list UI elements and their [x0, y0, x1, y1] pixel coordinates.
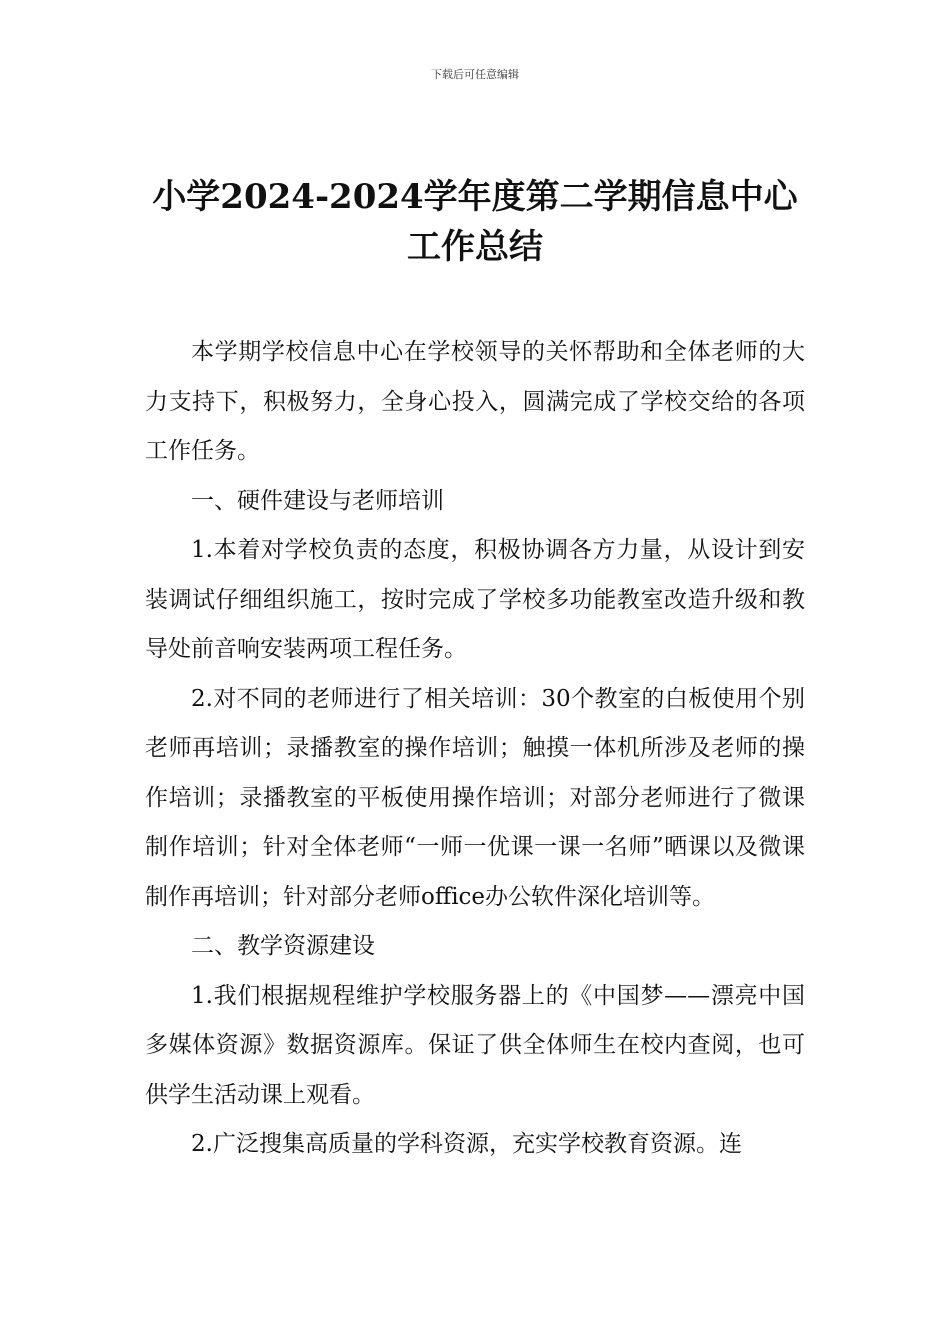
section-heading-resources: 二、教学资源建设	[191, 933, 375, 959]
page-header: 下载后可任意编辑	[431, 68, 519, 81]
paragraph-hardware-2: 2.对不同的老师进行了相关培训：30个教室的白板使用个别老师再培训；录播教室的操作培训；触摸一体机所涉及老师的操作培训；录播教室的平板使用操作培训；对部分老师进行了微课制作培训；针对全体老师“一师一优课一课一名师”晒课以及微课制作再培训；针对部分老师office办公软件深化培训等。	[145, 685, 805, 910]
document-body	[145, 328, 805, 1170]
paragraph-resources-2: 2.广泛搜集高质量的学科资源，充实学校教育资源。连	[191, 1131, 742, 1157]
paragraph-hardware-1: 1.本着对学校负责的态度，积极协调各方力量，从设计到安装调试仔细组织施工，按时完成了学校多功能教室改造升级和教导处前音响安装两项工程任务。	[145, 537, 805, 662]
title-line-2: 工作总结	[407, 227, 543, 267]
intro-paragraph: 本学期学校信息中心在学校领导的关怀帮助和全体老师的大力支持下，积极努力，全身心投入，圆满完成了学校交给的各项工作任务。	[145, 339, 805, 464]
document-title	[120, 172, 830, 272]
title-line-1: 小学2024-2024学年度第二学期信息中心	[152, 177, 798, 217]
section-heading-hardware: 一、硬件建设与老师培训	[191, 487, 444, 514]
paragraph-resources-1: 1.我们根据规程维护学校服务器上的《中国梦——漂亮中国多媒体资源》数据资源库。保证了供全体师生在校内查阅，也可供学生活动课上观看。	[145, 982, 805, 1108]
